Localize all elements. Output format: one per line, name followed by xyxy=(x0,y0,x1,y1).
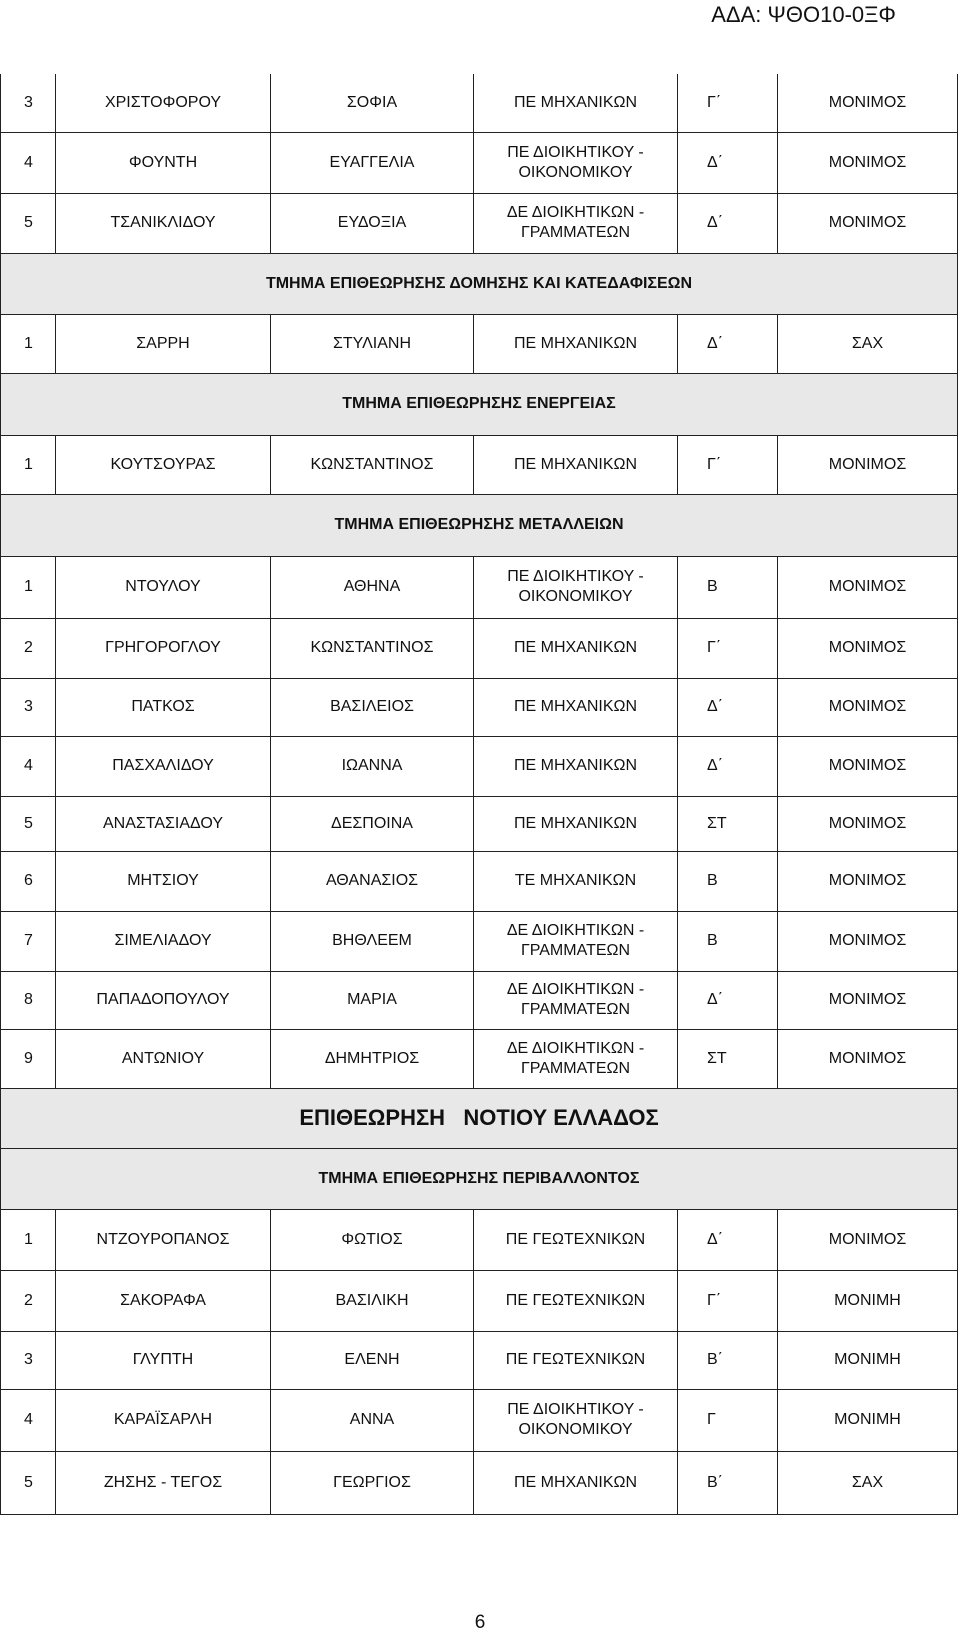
surname-cell: ΣΙΜΕΛΙΑΔΟΥ xyxy=(56,911,271,971)
status-cell: ΜΟΝΙΜΟΣ xyxy=(778,1209,958,1270)
row-number: 3 xyxy=(1,74,56,132)
row-number: 1 xyxy=(1,1209,56,1270)
status-cell: ΜΟΝΙΜΟΣ xyxy=(778,74,958,132)
first-name-cell: ΕΥΔΟΞΙΑ xyxy=(271,193,474,253)
surname-cell: ΧΡΙΣΤΟΦΟΡΟΥ xyxy=(56,74,271,132)
row-number: 5 xyxy=(1,796,56,851)
row-number: 3 xyxy=(1,678,56,736)
status-cell: ΣΑΧ xyxy=(778,314,958,373)
table-row xyxy=(1,851,958,911)
specialty-cell: ΠΕ ΜΗΧΑΝΙΚΩΝ xyxy=(474,796,678,851)
first-name-cell: ΔΕΣΠΟΙΝΑ xyxy=(271,796,474,851)
surname-cell: ΚΑΡΑΪΣΑΡΛΗ xyxy=(56,1389,271,1451)
first-name-cell: ΒΗΘΛΕΕΜ xyxy=(271,911,474,971)
row-number: 6 xyxy=(1,851,56,911)
row-number: 7 xyxy=(1,911,56,971)
grade-cell: Δ΄ xyxy=(678,193,778,253)
status-cell: ΜΟΝΙΜΟΣ xyxy=(778,911,958,971)
row-number: 4 xyxy=(1,1389,56,1451)
specialty-cell: ΠΕ ΔΙΟΙΚΗΤΙΚΟΥ - ΟΙΚΟΝΟΜΙΚΟΥ xyxy=(474,132,678,193)
row-number: 8 xyxy=(1,971,56,1029)
surname-cell: ΑΝΑΣΤΑΣΙΑΔΟΥ xyxy=(56,796,271,851)
table-row xyxy=(1,556,958,618)
region-heading: ΕΠΙΘΕΩΡΗΣΗ ΝΟΤΙΟΥ ΕΛΛΑΔΟΣ xyxy=(1,1088,958,1148)
surname-cell: ΣΑΡΡΗ xyxy=(56,314,271,373)
first-name-cell: ΒΑΣΙΛΕΙΟΣ xyxy=(271,678,474,736)
status-cell: ΜΟΝΙΜΗ xyxy=(778,1389,958,1451)
specialty-cell: ΤΕ ΜΗΧΑΝΙΚΩΝ xyxy=(474,851,678,911)
specialty-cell: ΔΕ ΔΙΟΙΚΗΤΙΚΩΝ - ΓΡΑΜΜΑΤΕΩΝ xyxy=(474,193,678,253)
row-number: 5 xyxy=(1,1451,56,1514)
table-row xyxy=(1,132,958,193)
grade-cell: Β xyxy=(678,851,778,911)
grade-cell: ΣΤ xyxy=(678,796,778,851)
table-row xyxy=(1,1270,958,1331)
surname-cell: ΜΗΤΣΙΟΥ xyxy=(56,851,271,911)
surname-cell: ΣΑΚΟΡΑΦΑ xyxy=(56,1270,271,1331)
first-name-cell: ΣΟΦΙΑ xyxy=(271,74,474,132)
surname-cell: ΑΝΤΩΝΙΟΥ xyxy=(56,1029,271,1088)
status-cell: ΜΟΝΙΜΟΣ xyxy=(778,618,958,678)
row-number: 4 xyxy=(1,132,56,193)
surname-cell: ΓΛΥΠΤΗ xyxy=(56,1331,271,1389)
row-number: 9 xyxy=(1,1029,56,1088)
grade-cell: Δ΄ xyxy=(678,314,778,373)
surname-cell: ΠΑΣΧΑΛΙΔΟΥ xyxy=(56,736,271,796)
status-cell: ΜΟΝΙΜΟΣ xyxy=(778,193,958,253)
status-cell: ΜΟΝΙΜΟΣ xyxy=(778,556,958,618)
first-name-cell: ΕΥΑΓΓΕΛΙΑ xyxy=(271,132,474,193)
first-name-cell: ΦΩΤΙΟΣ xyxy=(271,1209,474,1270)
specialty-cell: ΠΕ ΜΗΧΑΝΙΚΩΝ xyxy=(474,314,678,373)
grade-cell: Γ΄ xyxy=(678,1270,778,1331)
first-name-cell: ΓΕΩΡΓΙΟΣ xyxy=(271,1451,474,1514)
specialty-cell: ΠΕ ΜΗΧΑΝΙΚΩΝ xyxy=(474,618,678,678)
first-name-cell: ΙΩΑΝΝΑ xyxy=(271,736,474,796)
surname-cell: ΓΡΗΓΟΡΟΓΛΟΥ xyxy=(56,618,271,678)
section-heading-row xyxy=(1,373,958,435)
row-number: 4 xyxy=(1,736,56,796)
surname-cell: ΖΗΣΗΣ - ΤΕΓΟΣ xyxy=(56,1451,271,1514)
grade-cell: Δ΄ xyxy=(678,1209,778,1270)
status-cell: ΜΟΝΙΜΟΣ xyxy=(778,132,958,193)
first-name-cell: ΒΑΣΙΛΙΚΗ xyxy=(271,1270,474,1331)
grade-cell: Β΄ xyxy=(678,1331,778,1389)
grade-cell: Β xyxy=(678,556,778,618)
grade-cell: Δ΄ xyxy=(678,971,778,1029)
status-cell: ΜΟΝΙΜΟΣ xyxy=(778,851,958,911)
status-cell: ΜΟΝΙΜΟΣ xyxy=(778,678,958,736)
table-row xyxy=(1,1209,958,1270)
section-heading-row xyxy=(1,1148,958,1209)
surname-cell: ΝΤΟΥΛΟΥ xyxy=(56,556,271,618)
surname-cell: ΝΤΖΟΥΡΟΠΑΝΟΣ xyxy=(56,1209,271,1270)
specialty-cell: ΠΕ ΓΕΩΤΕΧΝΙΚΩΝ xyxy=(474,1209,678,1270)
status-cell: ΜΟΝΙΜΟΣ xyxy=(778,971,958,1029)
grade-cell: Δ΄ xyxy=(678,678,778,736)
table-row xyxy=(1,1029,958,1088)
table-row xyxy=(1,736,958,796)
document-ada-code: ΑΔΑ: ΨΘΟ10-0ΞΦ xyxy=(711,2,896,27)
first-name-cell: ΑΘΗΝΑ xyxy=(271,556,474,618)
staff-table-body xyxy=(1,74,958,1514)
row-number: 1 xyxy=(1,556,56,618)
table-row xyxy=(1,618,958,678)
table-row xyxy=(1,193,958,253)
surname-cell: ΠΑΤΚΟΣ xyxy=(56,678,271,736)
specialty-cell: ΠΕ ΜΗΧΑΝΙΚΩΝ xyxy=(474,74,678,132)
first-name-cell: ΑΝΝΑ xyxy=(271,1389,474,1451)
first-name-cell: ΣΤΥΛΙΑΝΗ xyxy=(271,314,474,373)
specialty-cell: ΔΕ ΔΙΟΙΚΗΤΙΚΩΝ - ΓΡΑΜΜΑΤΕΩΝ xyxy=(474,971,678,1029)
surname-cell: ΤΣΑΝΙΚΛΙΔΟΥ xyxy=(56,193,271,253)
row-number: 2 xyxy=(1,1270,56,1331)
grade-cell: Β΄ xyxy=(678,1451,778,1514)
grade-cell: Δ΄ xyxy=(678,736,778,796)
specialty-cell: ΠΕ ΓΕΩΤΕΧΝΙΚΩΝ xyxy=(474,1270,678,1331)
first-name-cell: ΚΩΝΣΤΑΝΤΙΝΟΣ xyxy=(271,618,474,678)
staff-table xyxy=(0,74,958,1515)
surname-cell: ΦΟΥΝΤΗ xyxy=(56,132,271,193)
row-number: 1 xyxy=(1,314,56,373)
specialty-cell: ΠΕ ΓΕΩΤΕΧΝΙΚΩΝ xyxy=(474,1331,678,1389)
surname-cell: ΠΑΠΑΔΟΠΟΥΛΟΥ xyxy=(56,971,271,1029)
table-row xyxy=(1,314,958,373)
table-row xyxy=(1,435,958,494)
grade-cell: Γ xyxy=(678,1389,778,1451)
first-name-cell: ΔΗΜΗΤΡΙΟΣ xyxy=(271,1029,474,1088)
first-name-cell: ΑΘΑΝΑΣΙΟΣ xyxy=(271,851,474,911)
section-heading: ΤΜΗΜΑ ΕΠΙΘΕΩΡΗΣΗΣ ΕΝΕΡΓΕΙΑΣ xyxy=(1,373,958,435)
status-cell: ΜΟΝΙΜΟΣ xyxy=(778,796,958,851)
grade-cell: Γ΄ xyxy=(678,74,778,132)
table-row xyxy=(1,971,958,1029)
specialty-cell: ΠΕ ΜΗΧΑΝΙΚΩΝ xyxy=(474,435,678,494)
status-cell: ΜΟΝΙΜΟΣ xyxy=(778,435,958,494)
region-heading-row xyxy=(1,1088,958,1148)
page-number: 6 xyxy=(474,1612,486,1633)
section-heading-row xyxy=(1,494,958,556)
status-cell: ΜΟΝΙΜΟΣ xyxy=(778,1029,958,1088)
section-heading: ΤΜΗΜΑ ΕΠΙΘΕΩΡΗΣΗΣ ΔΟΜΗΣΗΣ ΚΑΙ ΚΑΤΕΔΑΦΙΣΕΩΝ xyxy=(1,253,958,314)
status-cell: ΜΟΝΙΜΗ xyxy=(778,1331,958,1389)
row-number: 5 xyxy=(1,193,56,253)
grade-cell: Δ΄ xyxy=(678,132,778,193)
specialty-cell: ΠΕ ΜΗΧΑΝΙΚΩΝ xyxy=(474,678,678,736)
first-name-cell: ΚΩΝΣΤΑΝΤΙΝΟΣ xyxy=(271,435,474,494)
section-heading: ΤΜΗΜΑ ΕΠΙΘΕΩΡΗΣΗΣ ΜΕΤΑΛΛΕΙΩΝ xyxy=(1,494,958,556)
specialty-cell: ΔΕ ΔΙΟΙΚΗΤΙΚΩΝ - ΓΡΑΜΜΑΤΕΩΝ xyxy=(474,911,678,971)
table-row xyxy=(1,74,958,132)
specialty-cell: ΠΕ ΔΙΟΙΚΗΤΙΚΟΥ - ΟΙΚΟΝΟΜΙΚΟΥ xyxy=(474,1389,678,1451)
row-number: 3 xyxy=(1,1331,56,1389)
grade-cell: Γ΄ xyxy=(678,435,778,494)
table-row xyxy=(1,911,958,971)
status-cell: ΜΟΝΙΜΗ xyxy=(778,1270,958,1331)
first-name-cell: ΜΑΡΙΑ xyxy=(271,971,474,1029)
grade-cell: Γ΄ xyxy=(678,618,778,678)
section-heading-row xyxy=(1,253,958,314)
first-name-cell: ΕΛΕΝΗ xyxy=(271,1331,474,1389)
grade-cell: Β xyxy=(678,911,778,971)
table-row xyxy=(1,1331,958,1389)
status-cell: ΣΑΧ xyxy=(778,1451,958,1514)
grade-cell: ΣΤ xyxy=(678,1029,778,1088)
table-row xyxy=(1,1389,958,1451)
status-cell: ΜΟΝΙΜΟΣ xyxy=(778,736,958,796)
table-row xyxy=(1,796,958,851)
specialty-cell: ΠΕ ΔΙΟΙΚΗΤΙΚΟΥ - ΟΙΚΟΝΟΜΙΚΟΥ xyxy=(474,556,678,618)
surname-cell: ΚΟΥΤΣΟΥΡΑΣ xyxy=(56,435,271,494)
table-row xyxy=(1,678,958,736)
row-number: 1 xyxy=(1,435,56,494)
specialty-cell: ΠΕ ΜΗΧΑΝΙΚΩΝ xyxy=(474,1451,678,1514)
specialty-cell: ΔΕ ΔΙΟΙΚΗΤΙΚΩΝ - ΓΡΑΜΜΑΤΕΩΝ xyxy=(474,1029,678,1088)
section-heading: ΤΜΗΜΑ ΕΠΙΘΕΩΡΗΣΗΣ ΠΕΡΙΒΑΛΛΟΝΤΟΣ xyxy=(1,1148,958,1209)
table-row xyxy=(1,1451,958,1514)
specialty-cell: ΠΕ ΜΗΧΑΝΙΚΩΝ xyxy=(474,736,678,796)
row-number: 2 xyxy=(1,618,56,678)
